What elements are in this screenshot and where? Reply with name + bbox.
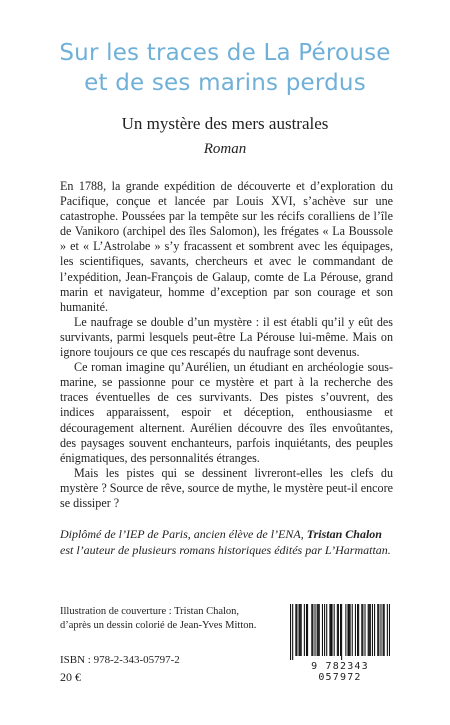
cover-credit: [60, 605, 256, 633]
blurb-paragraph: En 1788, la grande expédition de découverte et d’exploration du Pacifique, conçue et lancée par Louis XVI, s’achève sur une catastrophe. Poussées par la tempête sur les récifs coralliens de l’île de Vanikoro (archipel des îles Salomon), les frégates « La Boussole » et « L’Astrolabe » s’y fracassent et sombrent avec les équipages, les scientifiques, savants, chercheurs et avec le commandant de l’expédition, Jean-François de Galaup, comte de La Pérouse, grand marin et navigateur, homme d’exception par son courage et son humanité.: [60, 179, 393, 314]
genre-label: Roman: [203, 141, 247, 157]
blurb-paragraph: Ce roman imagine qu’Aurélien, un étudiant en archéologie sous-marine, se passionne pour ce mystère et part à la recherche des traces éventuelles de ces survivants. Des pistes s’ouvrent, des indices apparaissent, espoir et déception, enthousiasme et découragement alternent. Aurélien découvre des îles envoûtantes, des paysages souvent enchanteurs, parfois inquiétants, des peuples énigmatiques, des personnalités étranges.: [60, 360, 393, 465]
author-name: Tristan Chalon: [306, 527, 382, 541]
barcode: [290, 604, 390, 683]
book-title: [0, 38, 450, 98]
blurb-paragraph: Mais les pistes qui se dessinent livreront-elles les clefs du mystère ? Source de rêve, source de mythe, le mystère peut-il encore se dissiper ?: [60, 465, 393, 510]
author-bio: [60, 527, 395, 558]
isbn: ISBN : 978-2-343-05797-2: [60, 654, 180, 666]
credit-line-2: d’après un dessin colorié de Jean-Yves Mitton.: [60, 620, 257, 631]
price: 20 €: [60, 670, 81, 684]
barcode-bars: [290, 604, 390, 660]
subtitle: Un mystère des mers australes: [121, 114, 329, 133]
title-line-1: Sur les traces de La Pérouse: [59, 40, 391, 66]
back-cover-blurb: [60, 179, 393, 511]
barcode-number: 9 782343 057972: [311, 661, 369, 683]
title-line-2: et de ses marins perdus: [84, 70, 366, 96]
author-bio-rest: est l’auteur de plusieurs romans historiques édités par L’Harmattan.: [60, 542, 391, 557]
blurb-paragraph: Le naufrage se double d’un mystère : il est établi qu’il y eût des survivants, parmi lesquels peut-être La Pérouse lui-même. Mais on ignore toujours ce que ces rescapés du naufrage sont devenus.: [60, 314, 393, 360]
credit-line-1: Illustration de couverture : Tristan Chalon,: [60, 606, 240, 617]
author-bio-intro: Diplômé de l’IEP de Paris, ancien élève de l’ENA,: [60, 527, 307, 541]
